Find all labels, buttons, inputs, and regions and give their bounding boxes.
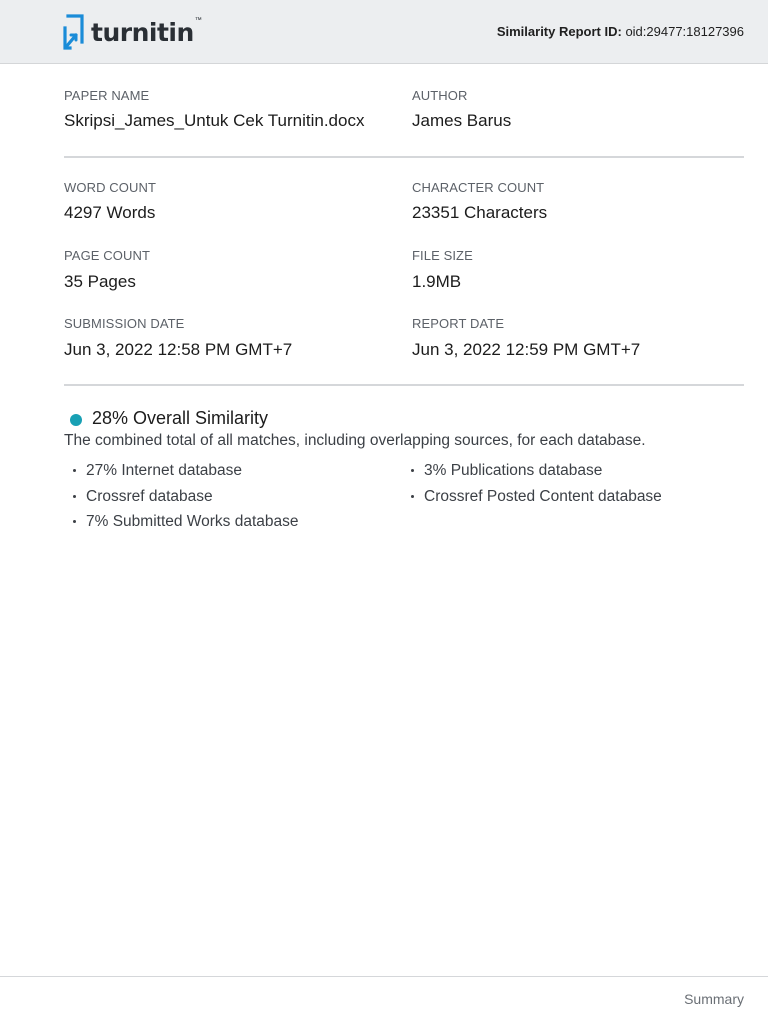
- database-item-label: Crossref Posted Content database: [424, 487, 662, 505]
- bullet-icon: [73, 495, 76, 498]
- list-item: [64, 484, 299, 510]
- database-item-label: 7% Submitted Works database: [86, 513, 299, 530]
- paper-name-value: Skripsi_James_Untuk Cek Turnitin.docx: [64, 111, 365, 130]
- author-label: AUTHOR: [412, 88, 468, 103]
- report-date-label: REPORT DATE: [412, 316, 505, 331]
- word-count-label: WORD COUNT: [64, 180, 156, 195]
- submission-date-label: SUBMISSION DATE: [64, 316, 185, 331]
- list-item: [402, 484, 662, 510]
- page-count-label: PAGE COUNT: [64, 248, 150, 263]
- footer-divider: [0, 976, 768, 977]
- report-id-value: oid:29477:18127396: [625, 24, 744, 39]
- report-header: [0, 0, 768, 64]
- character-count-value: 23351 Characters: [412, 203, 548, 222]
- report-date-value: Jun 3, 2022 12:59 PM GMT+7: [412, 340, 641, 359]
- bullet-icon: [411, 469, 414, 472]
- bullet-icon: [411, 495, 414, 498]
- page-count-value: 35 Pages: [64, 272, 136, 291]
- database-item-label: Crossref database: [86, 487, 213, 505]
- trademark-symbol: ™: [194, 17, 202, 24]
- list-item: [64, 509, 299, 535]
- bullet-icon: [73, 469, 76, 472]
- character-count-label: CHARACTER COUNT: [412, 180, 545, 195]
- file-size-label: FILE SIZE: [412, 248, 473, 263]
- similarity-report-id: [497, 24, 744, 39]
- turnitin-logo: [62, 13, 202, 51]
- turnitin-mark-icon: [62, 14, 86, 50]
- database-list-right: [402, 458, 662, 509]
- database-item-label: 27% Internet database: [86, 462, 242, 479]
- paper-name-label: PAPER NAME: [64, 88, 150, 103]
- author-value: James Barus: [412, 111, 512, 130]
- brand-name: turnitin: [91, 17, 194, 47]
- database-item-label: 3% Publications database: [424, 462, 603, 479]
- list-item: [402, 458, 662, 484]
- submission-date-value: Jun 3, 2022 12:58 PM GMT+7: [64, 340, 293, 359]
- bullet-icon: [73, 520, 76, 523]
- footer-summary-label: Summary: [684, 991, 744, 1007]
- similarity-description: The combined total of all matches, including overlapping sources, for each database.: [64, 432, 646, 449]
- overall-similarity-title: 28% Overall Similarity: [92, 408, 269, 428]
- section-divider: [64, 156, 744, 158]
- section-divider: [64, 384, 744, 386]
- similarity-indicator-dot: [70, 414, 82, 426]
- database-list-left: [64, 458, 299, 535]
- file-size-value: 1.9MB: [412, 272, 462, 291]
- list-item: [64, 458, 299, 484]
- word-count-value: 4297 Words: [64, 203, 156, 222]
- report-id-label: Similarity Report ID:: [496, 24, 622, 39]
